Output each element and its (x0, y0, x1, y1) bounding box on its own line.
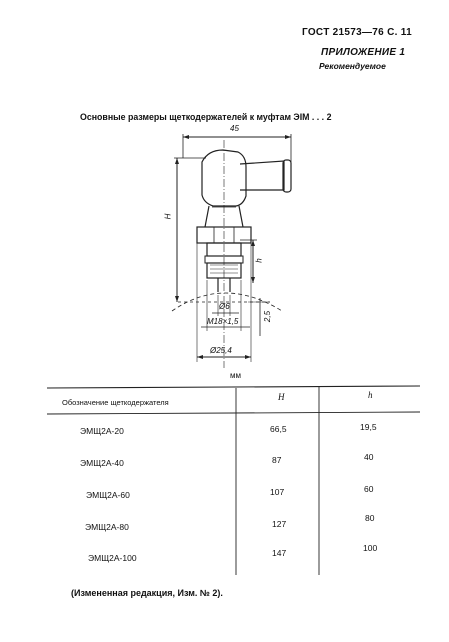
table-header-designation: Обозначение щеткодержателя (62, 398, 169, 407)
appendix-title: ПРИЛОЖЕНИЕ 1 (321, 47, 406, 58)
table-cell-H: 87 (272, 455, 282, 465)
table-cell-H: 127 (272, 519, 287, 529)
table-cell-h: 100 (363, 543, 378, 553)
table-cell-designation: ЭМЩ2А-40 (80, 458, 124, 468)
standard-header: ГОСТ 21573—76 С. 11 (302, 27, 412, 38)
table-cell-h: 19,5 (360, 422, 377, 432)
dim-diameter-25-label: Ø25,4 (210, 346, 232, 355)
table-cell-h: 80 (365, 513, 375, 523)
dim-H-label: H (163, 213, 173, 220)
table-cell-designation: ЭМЩ2А-20 (80, 426, 124, 436)
table-cell-designation: ЭМЩ2А-100 (88, 553, 137, 563)
units-label: мм (230, 371, 241, 380)
table-cell-h: 40 (364, 452, 374, 462)
table-cell-H: 147 (272, 548, 287, 558)
amendment-note: (Измененная редакция, Изм. № 2). (71, 588, 223, 598)
dim-2-5-label: 2,5 (263, 310, 273, 323)
table-cell-designation: ЭМЩ2А-80 (85, 522, 129, 532)
table-cell-designation: ЭМЩ2А-60 (86, 490, 130, 500)
table-cell-H: 66,5 (270, 424, 287, 434)
table-header-h: h (368, 390, 373, 400)
dim-h-label: h (254, 258, 264, 263)
dim-diameter-6-label: Ø6 (219, 302, 230, 311)
table-cell-H: 107 (270, 487, 285, 497)
dim-thread-label: M18×1,5 (207, 317, 239, 326)
section-title: Основные размеры щеткодержателей к муфтам ЭІМ . . . 2 (80, 112, 332, 122)
appendix-status: Рекомендуемое (319, 61, 386, 71)
dim-width-label: 45 (230, 124, 239, 133)
table-header-H: H (278, 392, 285, 402)
table-cell-h: 60 (364, 484, 374, 494)
